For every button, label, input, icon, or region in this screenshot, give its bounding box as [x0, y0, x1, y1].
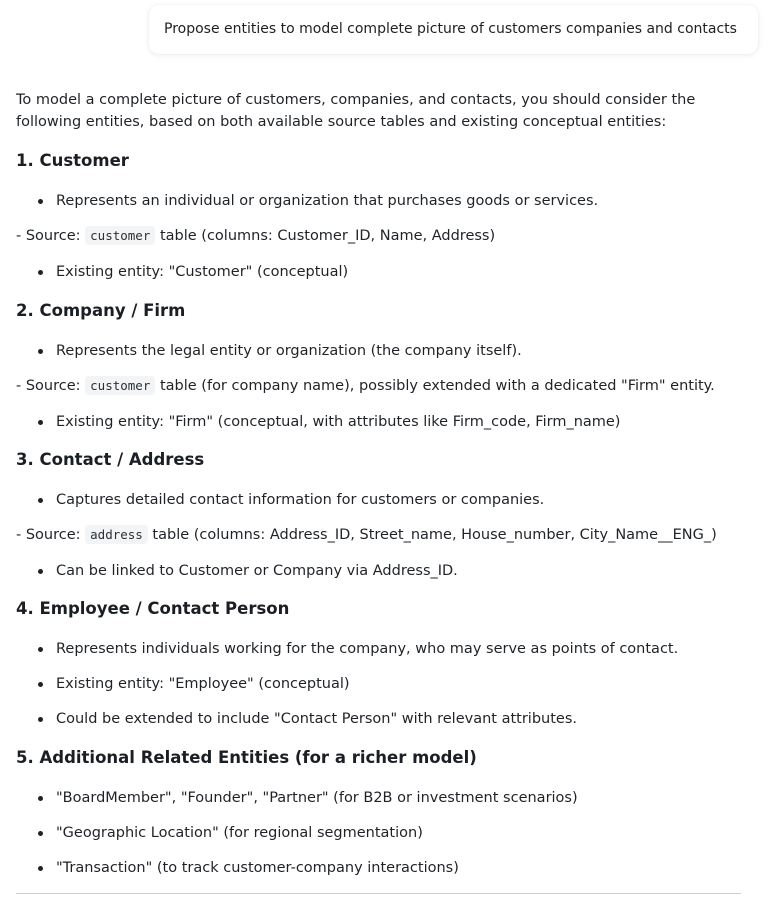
list-item: Represents an individual or organization that purchases goods or services. — [16, 190, 744, 212]
source-detail: table (columns: Address_ID, Street_name, House_number, City_Name__ENG_) — [147, 527, 717, 543]
list-item: "Transaction" (to track customer-company interactions) — [16, 857, 744, 879]
list-item: Can be linked to Customer or Company via Address_ID. — [16, 560, 744, 582]
source-detail: table (columns: Customer_ID, Name, Address) — [155, 228, 496, 244]
list-item: Existing entity: "Firm" (conceptual, with attributes like Firm_code, Firm_name) — [16, 411, 744, 433]
list-item: "BoardMember", "Founder", "Partner" (for B2B or investment scenarios) — [16, 787, 744, 809]
list-item: Could be extended to include "Contact Person" with relevant attributes. — [16, 708, 744, 730]
section-title-employee: 4. Employee / Contact Person — [16, 599, 290, 618]
inline-code: customer — [85, 376, 155, 395]
source-label: - Source: — [16, 228, 86, 244]
bullet-list — [16, 190, 744, 212]
source-line — [16, 225, 744, 247]
bullet-list — [16, 787, 744, 879]
list-item: "Geographic Location" (for regional segmentation) — [16, 822, 744, 844]
bullet-list — [16, 560, 744, 582]
assistant-response — [16, 89, 744, 879]
list-item: Represents individuals working for the company, who may serve as points of contact. — [16, 638, 744, 660]
section-title-company: 2. Company / Firm — [16, 301, 186, 320]
list-item: Existing entity: "Employee" (conceptual) — [16, 673, 744, 695]
bullet-list — [16, 411, 744, 433]
source-label: - Source: — [16, 378, 86, 394]
user-message-text: Propose entities to model complete picture of customers companies and contacts — [164, 21, 737, 37]
bullet-list — [16, 489, 744, 511]
section-title-additional: 5. Additional Related Entities (for a richer model) — [16, 748, 477, 767]
list-item: Existing entity: "Customer" (conceptual) — [16, 261, 744, 283]
list-item: Captures detailed contact information for customers or companies. — [16, 489, 744, 511]
source-line — [16, 375, 744, 397]
inline-code: address — [85, 525, 148, 544]
inline-code: customer — [85, 226, 155, 245]
list-item: Represents the legal entity or organization (the company itself). — [16, 340, 744, 362]
bullet-list — [16, 261, 744, 283]
intro-paragraph: To model a complete picture of customers, companies, and contacts, you should consider the following entities, based on both available source tables and existing conceptual entities: — [16, 92, 696, 130]
source-label: - Source: — [16, 527, 86, 543]
section-title-contact: 3. Contact / Address — [16, 450, 205, 469]
user-message-bubble — [149, 5, 758, 54]
source-line — [16, 524, 744, 546]
bullet-list — [16, 638, 744, 730]
section-title-customer: 1. Customer — [16, 151, 129, 170]
source-detail: table (for company name), possibly extended with a dedicated "Firm" entity. — [155, 378, 715, 394]
divider — [16, 893, 741, 894]
bullet-list — [16, 340, 744, 362]
